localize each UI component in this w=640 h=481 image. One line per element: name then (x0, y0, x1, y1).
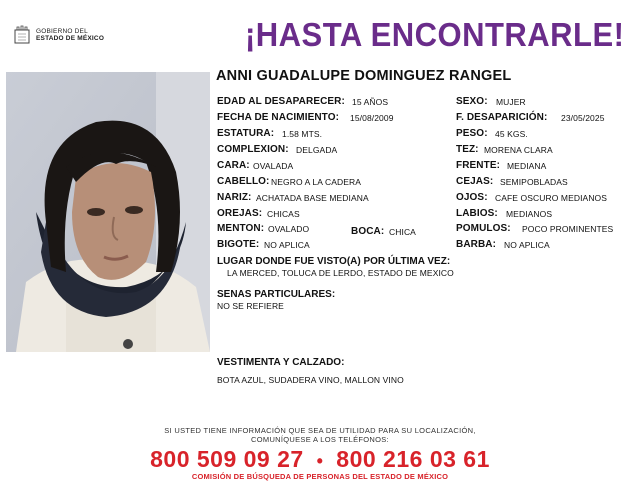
mouth-value: CHICA (389, 227, 416, 237)
government-logo (12, 22, 122, 48)
mouth-label: BOCA: (351, 226, 385, 237)
forehead-value: MEDIANA (507, 161, 547, 171)
build-label: COMPLEXION: (217, 144, 289, 155)
beard-value: NO APLICA (504, 240, 550, 250)
weight-value: 45 KGS. (495, 129, 528, 139)
disappearance-date-value: 23/05/2025 (561, 113, 605, 123)
contact-note-line-1: SI USTED TIENE INFORMACIÓN QUE SEA DE UTILIDAD PARA SU LOCALIZACIÓN, (164, 426, 476, 435)
weight-label: PESO: (456, 128, 488, 139)
eyebrows-value: SEMIPOBLADAS (500, 177, 568, 187)
hair-label: CABELLO: (217, 176, 270, 187)
person-photo (6, 72, 210, 352)
ears-value: CHICAS (267, 209, 300, 219)
complexion-tone-value: MORENA CLARA (484, 145, 553, 155)
phone-2[interactable]: 800 216 03 61 (336, 446, 490, 472)
height-value: 1.58 MTS. (282, 129, 323, 139)
eyes-label: OJOS: (456, 192, 488, 203)
height-label: ESTATURA: (217, 128, 275, 139)
disappearance-date-label: F. DESAPARICIÓN: (456, 112, 548, 123)
forehead-label: FRENTE: (456, 160, 501, 171)
mustache-value: NO APLICA (264, 240, 310, 250)
complexion-tone-label: TEZ: (456, 144, 479, 155)
headline: ¡HASTA ENCONTRARLE! (245, 16, 625, 53)
nose-label: NARIZ: (217, 192, 252, 203)
lips-value: MEDIANOS (506, 209, 553, 219)
sex-value: MUJER (496, 97, 526, 107)
build-value: DELGADA (296, 145, 338, 155)
phone-numbers (0, 446, 640, 473)
logo-text (36, 28, 104, 43)
clothing-label: VESTIMENTA Y CALZADO: (217, 357, 345, 368)
eyes-value: CAFE OSCURO MEDIANOS (495, 193, 608, 203)
person-name: ANNI GUADALUPE DOMINGUEZ RANGEL (216, 68, 512, 84)
organization-name: COMISIÓN DE BÚSQUEDA DE PERSONAS DEL ESTADO DE MÉXICO (191, 472, 449, 481)
phone-1[interactable]: 800 509 09 27 (150, 446, 304, 472)
age-value: 15 AÑOS (352, 97, 389, 107)
clothing-value: BOTA AZUL, SUDADERA VINO, MALLON VINO (217, 375, 404, 385)
ears-label: OREJAS: (217, 208, 263, 219)
hair-value: NEGRO A LA CADERA (271, 177, 362, 187)
sex-label: SEXO: (456, 96, 488, 107)
face-label: CARA: (217, 160, 250, 171)
cheekbones-label: POMULOS: (456, 223, 511, 234)
mustache-label: BIGOTE: (217, 239, 260, 250)
logo-line-2: ESTADO DE MÉXICO (36, 35, 105, 42)
birthdate-value: 15/08/2009 (350, 113, 394, 123)
chin-label: MENTON: (217, 223, 265, 234)
distinguishing-marks-value: NO SE REFIERE (217, 301, 284, 311)
contact-note-line-2: COMUNÍQUESE A LOS TELÉFONOS: (251, 435, 389, 444)
last-seen-label: LUGAR DONDE FUE VISTO(A) POR ÚLTIMA VEZ: (217, 256, 451, 267)
distinguishing-marks-label: SENAS PARTICULARES: (217, 289, 336, 300)
lips-label: LABIOS: (456, 208, 498, 219)
beard-label: BARBA: (456, 239, 497, 250)
chin-value: OVALADO (268, 224, 310, 234)
coat-of-arms-icon (12, 24, 32, 46)
cheekbones-value: POCO PROMINENTES (522, 224, 614, 234)
nose-value: ACHATADA BASE MEDIANA (256, 193, 369, 203)
contact-note (0, 426, 640, 444)
logo-line-1: GOBIERNO DEL (36, 27, 88, 35)
birthdate-label: FECHA DE NACIMIENTO: (217, 112, 339, 123)
eyebrows-label: CEJAS: (456, 176, 494, 187)
face-value: OVALADA (253, 161, 294, 171)
last-seen-value: LA MERCED, TOLUCA DE LERDO, ESTADO DE MEXICO (227, 268, 454, 278)
phone-separator: • (316, 451, 324, 471)
age-label: EDAD AL DESAPARECER: (217, 96, 345, 107)
